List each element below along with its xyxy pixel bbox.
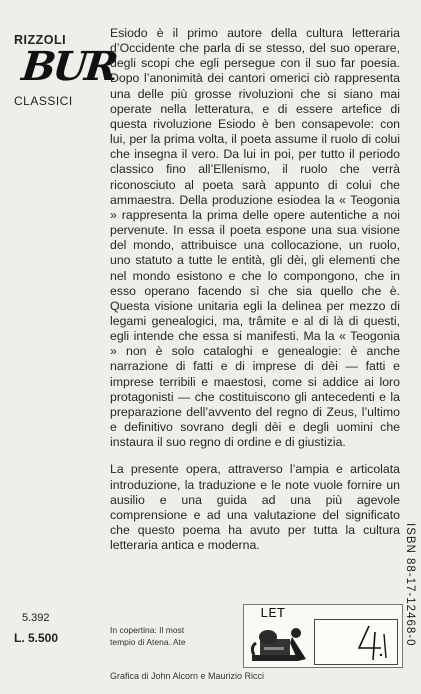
catalog-code: 5.392 — [22, 612, 50, 624]
left-column — [0, 0, 118, 694]
sticker-writing-box — [314, 619, 398, 665]
reader-stamp-icon — [246, 625, 314, 665]
publisher-name: RIZZOLI — [14, 33, 67, 47]
handwritten-mark — [355, 622, 389, 662]
bur-logo: BUR — [19, 43, 118, 90]
cover-note-line-1: In copertina: Il most — [110, 625, 185, 635]
library-sticker — [243, 604, 403, 668]
sticker-label: LET — [260, 606, 286, 622]
series-name: CLASSICI — [14, 94, 73, 108]
price-label: L. 5.500 — [14, 631, 59, 645]
blurb-text — [110, 26, 400, 553]
design-credits: Grafica di John Alcorn e Maurizio Ricci — [110, 671, 265, 681]
cover-note-line-2: tempio di Atena. Ate — [110, 637, 186, 647]
isbn-code: ISBN 88-17-12468-0 — [404, 523, 416, 647]
blurb-paragraph-2: La presente opera, attraverso l’ampia e articolata introduzione, la traduzione e le note vuole fornire un ausilio e una guida ad una più agevole comprensione e ad una valutazione del significato che questo poema ha avuto per tutta la cultura letteraria antica e moderna. — [110, 462, 400, 553]
blurb-paragraph-1: Esiodo è il primo autore della cultura letteraria d’Occidente che parla di se stesso, del suo operare, degli scopi che egli persegue con il suo far poesia. Dopo l’anonimità dei cantori omerici ciò rappresenta una delle più grosse rivoluzioni che si siano mai operate nella letteratura, e di essere artefice di questa rivoluzione Esiodo è ben consapevole: con lui, per la prima volta, il poeta assume il ruolo di colui che insegna il vero. Da lui in poi, per tutto il periodo classico fino all’Ellenismo, il ruolo che verrà riconosciuto al poeta sarà appunto di colui che ammaestra. Della produzione esiodea la « Teogonia » rappresenta la prima delle opere autentiche a noi pervenute. In essa il poeta espone una sua visione del mondo, attribuisce una collocazione, un ruolo, uno statuto a tutte le entità, gli dèi, gli elementi che nel mondo esistono e che lo compongono, che in esso operano facendo sì che sia quello che è. Questa visione unitaria egli la delinea per mezzo di legami genealogici, ma, trâmite e al di là di questi, egli intende che essa si manifesti. Ma la « Teogonia » non è solo cataloghi e genealogie: è anche narrazione di fatti e di imprese di dèi — fatti e imprese terribili e maestosi, come si addice ai loro protagonisti — che costituiscono gli antecedenti e la preparazione dell’avvento del regno di Zeus, l’ultimo e definitivo sovrano degli dèi e degli uomini che instaura il suo regno di ordine e di giustizia. — [110, 26, 400, 450]
